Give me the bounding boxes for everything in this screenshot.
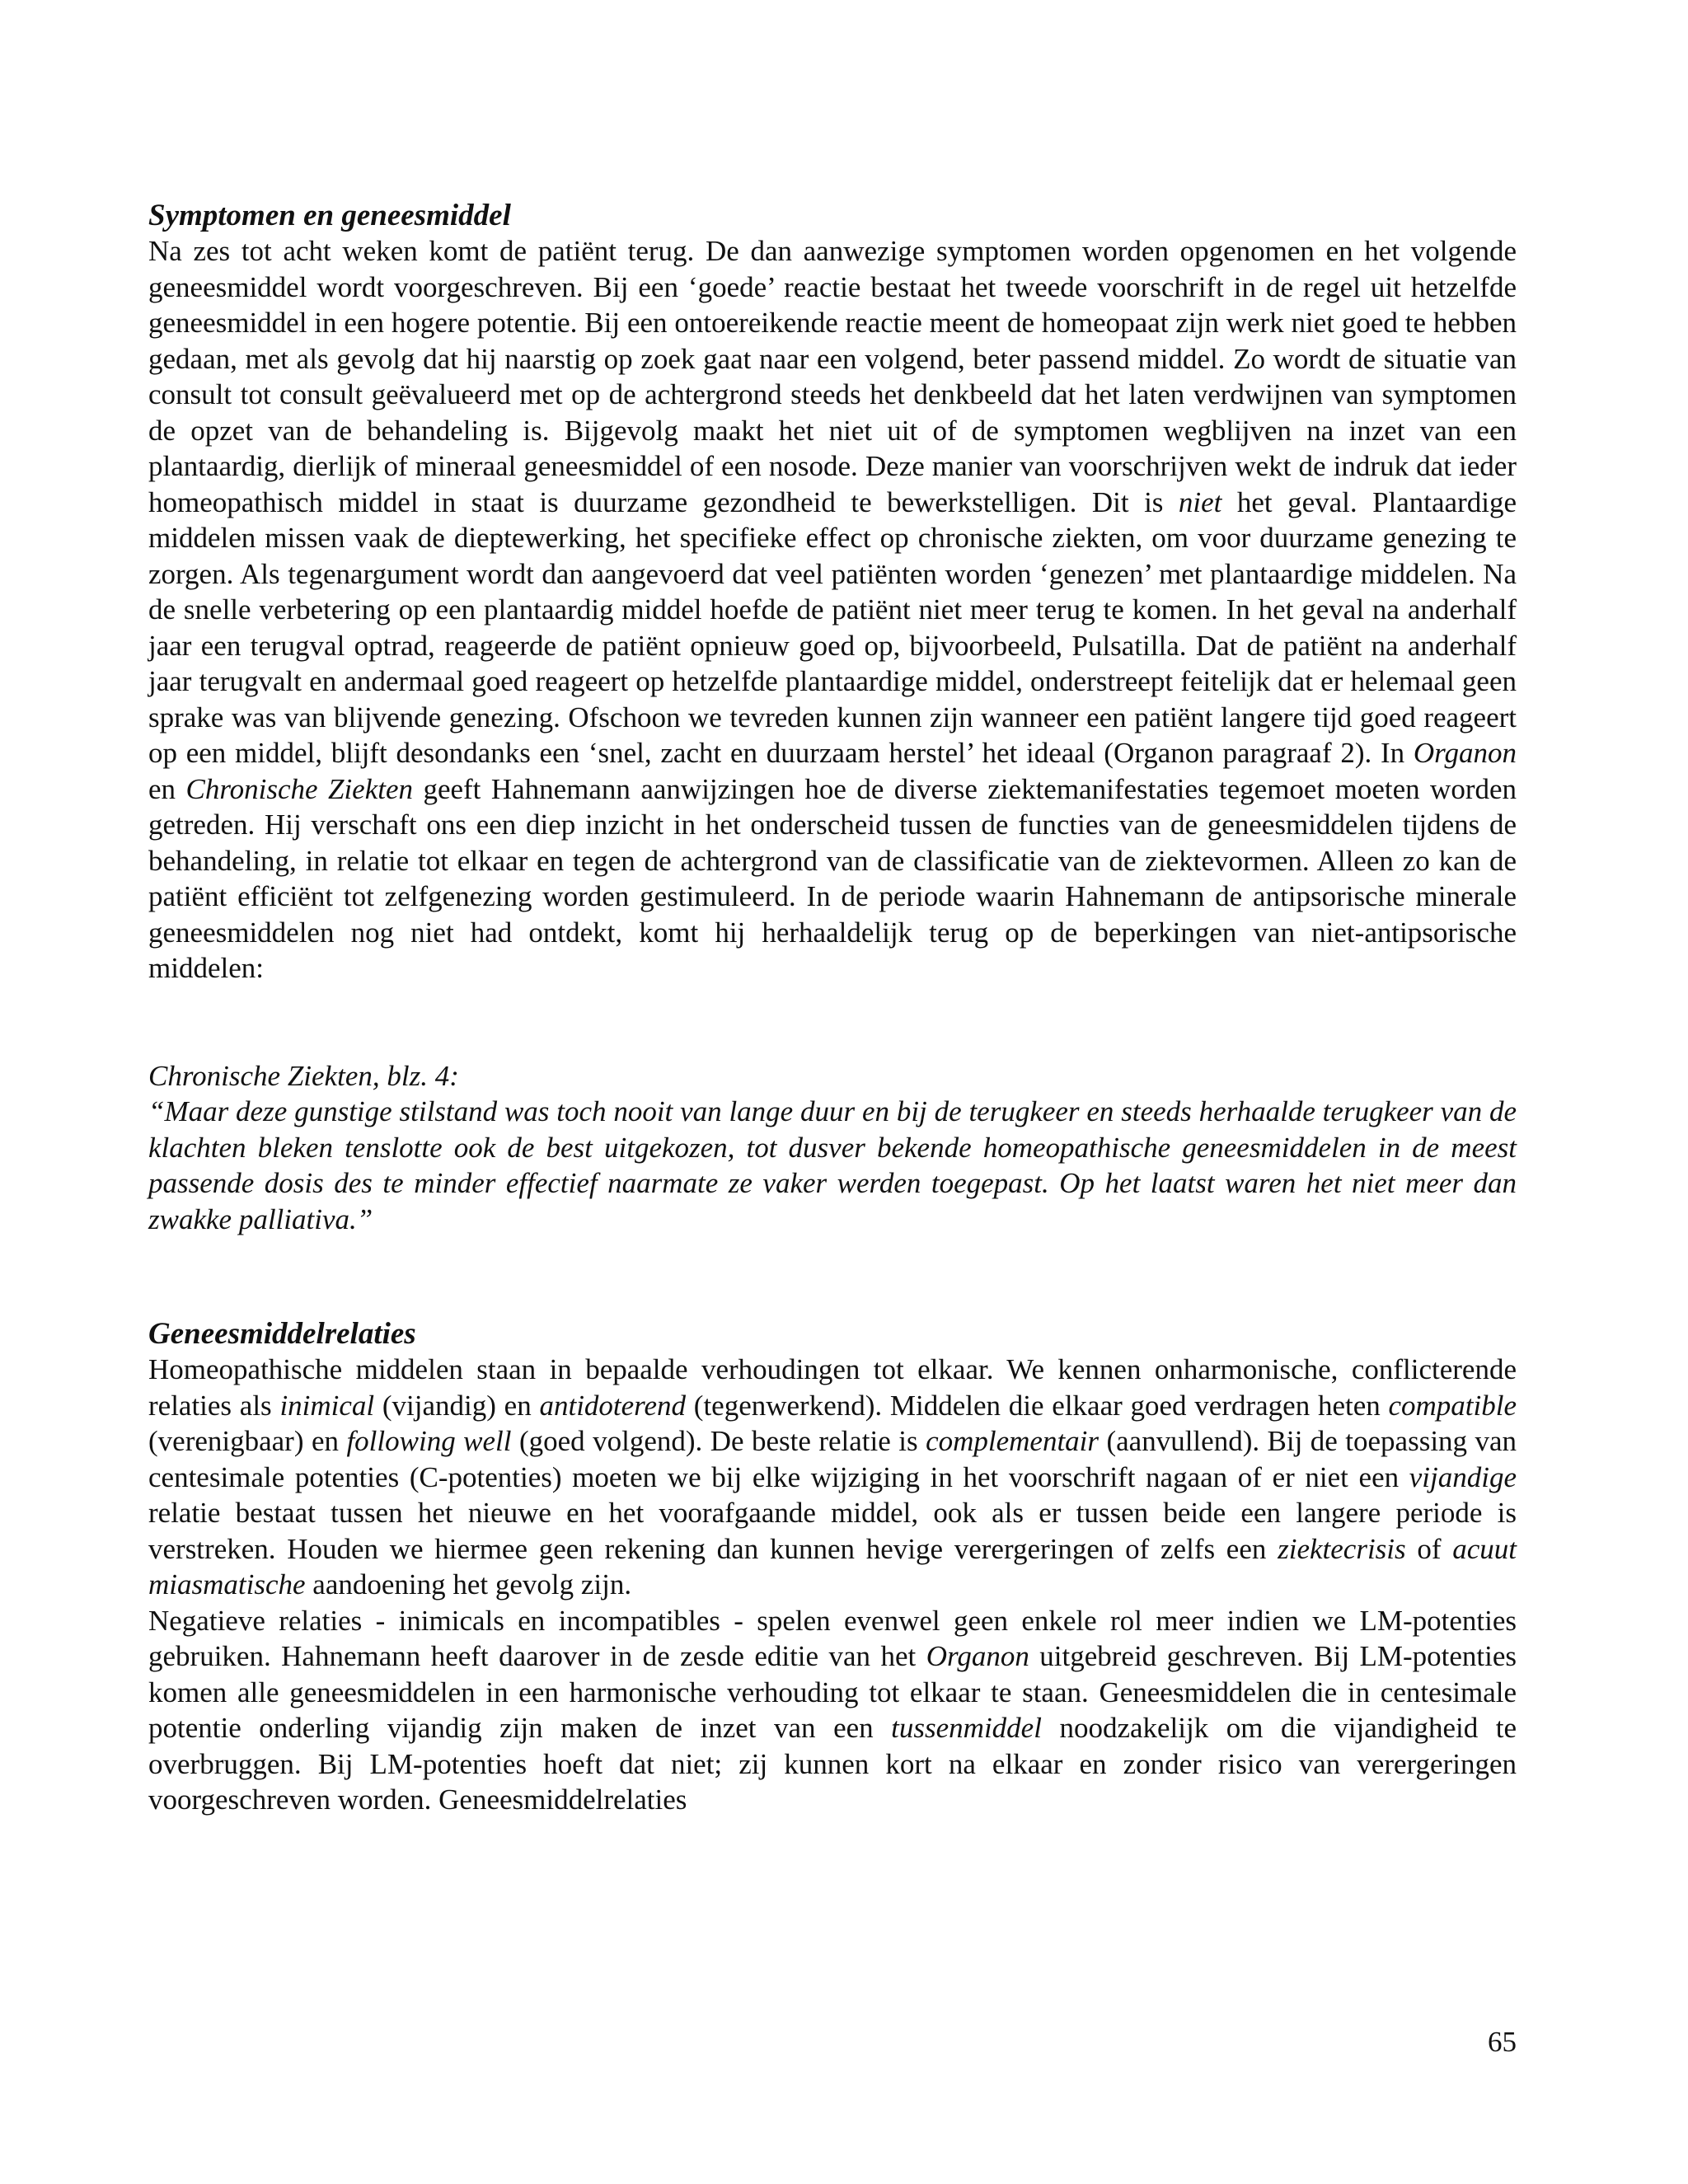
text-run: (goed volgend). De beste relatie is xyxy=(518,1425,918,1457)
text-run: (verenigbaar) en xyxy=(148,1425,339,1457)
emphasis-organon: Organon xyxy=(1413,737,1517,769)
text-run: uitgebreid geschreven. Bij LM-potenties komen alle geneesmiddelen in een harmonische verhouding tot elkaar te staan. Geneesmiddelen die in centesimale potentie onderling vijandig zijn maken de inzet van een xyxy=(148,1640,1517,1744)
text-run: Negatieve relaties - inimicals en incompatibles - spelen evenwel geen enkele rol meer indien we LM-potenties gebruiken. Hahnemann heeft daarover in de zesde editie van het xyxy=(148,1604,1517,1672)
text-run: (vijandig) en xyxy=(382,1389,532,1422)
emphasis-niet: niet xyxy=(1178,485,1222,518)
text-run: (tegenwerkend). Middelen die elkaar goed verdragen heten xyxy=(693,1389,1381,1422)
text-run: Homeopathische middelen staan in bepaalde verhoudingen tot elkaar. We kennen onharmonische, conflicterende relaties als xyxy=(148,1353,1517,1422)
section-heading-geneesmiddelrelaties: Geneesmiddelrelaties xyxy=(148,1317,416,1351)
emphasis-inimical: inimical xyxy=(279,1389,375,1422)
text-run: en xyxy=(148,772,176,805)
quote-source: Chronische Ziekten, blz. 4: xyxy=(148,1059,459,1092)
emphasis-compatible: compatible xyxy=(1388,1389,1517,1422)
text-run: het geval. Plantaardige middelen missen vaak de dieptewerking, het specifieke effect op chronische ziekten, om voor duurzame genezing te zorgen. Als tegenargument wordt dan aangevoerd dat veel patiënten worden ‘genezen’ met plantaardige middelen. Na de snelle verbetering op een plantaardig middel hoefde de patiënt niet meer terug te komen. In het geval na anderhalf jaar een terugval optrad, reageerde de patiënt opnieuw goed op, bijvoorbeeld, Pulsatilla. Dat de patiënt na anderhalf jaar terugvalt en andermaal goed reageert op hetzelfde plantaardige middel, onderstreept feitelijk dat er helemaal geen sprake was van blijvende genezing. Ofschoon we tevreden kunnen zijn wanneer een patiënt langere tijd goed reageert op een middel, blijft desondanks een ‘snel, zacht en duurzaam herstel’ het ideaal (Organon paragraaf 2). In xyxy=(148,485,1517,769)
page-number: 65 xyxy=(1488,2026,1517,2058)
text-run: aandoening het gevolg zijn. xyxy=(312,1568,632,1601)
emphasis-antidoterend: antidoterend xyxy=(539,1389,687,1422)
emphasis-acuut-miasmatische: acuut miasmatische xyxy=(148,1532,1517,1601)
emphasis-vijandige: vijandige xyxy=(1409,1460,1517,1493)
section-geneesmiddelrelaties xyxy=(148,1316,1517,1818)
quote-block xyxy=(148,1058,1517,1238)
text-run: geeft Hahnemann aanwijzingen hoe de diverse ziektemanifestaties tegemoet moeten worden getreden. Hij verschaft ons een diep inzicht in het onderscheid tussen de functies van de geneesmiddelen tijdens de behandeling, in relatie tot elkaar en tegen de achtergrond van de classificatie van de ziektevormen. Alleen zo kan de patiënt efficiënt tot zelfgenezing worden gestimuleerd. In de periode waarin Hahnemann de antipsorische minerale geneesmiddelen nog niet had ontdekt, komt hij herhaaldelijk terug op de beperkingen van niet-antipsorische middelen: xyxy=(148,772,1517,984)
quote-text: “Maar deze gunstige stilstand was toch nooit van lange duur en bij de terugkeer en steeds herhaalde terugkeer van de klachten bleken tenslotte ook de best uitgekozen, tot dusver bekende homeopathische geneesmiddelen in de meest passende dosis des te minder effectief naarmate ze vaker werden toegepast. Op het laatst waren het niet meer dan zwakke palliativa.” xyxy=(148,1095,1517,1235)
text-run: noodzakelijk om die vijandigheid te overbruggen. Bij LM-potenties hoeft dat niet; zij kunnen kort na elkaar en zonder risico van verergeringen voorgeschreven worden. Geneesmiddelrelaties xyxy=(148,1712,1517,1816)
emphasis-tussenmiddel: tussenmiddel xyxy=(891,1712,1042,1744)
paragraph-relaties-1 xyxy=(148,1352,1517,1603)
page-content xyxy=(148,198,1517,1818)
text-run: Na zes tot acht weken komt de patiënt terug. De dan aanwezige symptomen worden opgenomen en het volgende geneesmiddel wordt voorgeschreven. Bij een ‘goede’ reactie bestaat het tweede voorschrift in de regel uit hetzelfde geneesmiddel in een hogere potentie. Bij een ontoereikende reactie meent de homeopaat zijn werk niet goed te hebben gedaan, met als gevolg dat hij naarstig op zoek gaat naar een volgend, beter passend middel. Zo wordt de situatie van consult tot consult geëvalueerd met op de achtergrond steeds het denkbeeld dat het laten verdwijnen van symptomen de opzet van de behandeling is. Bijgevolg maakt het niet uit of de symptomen wegblijven na inzet van een plantaardig, dierlijk of mineraal geneesmiddel of een nosode. Deze manier van voorschrijven wekt de indruk dat ieder homeopathisch middel in staat is duurzame gezondheid te bewerkstelligen. Dit is xyxy=(148,235,1517,518)
paragraph-symptomen xyxy=(148,233,1517,987)
emphasis-ziektecrisis: ziektecrisis xyxy=(1278,1532,1406,1565)
emphasis-chronische-ziekten: Chronische Ziekten xyxy=(185,772,414,805)
emphasis-following-well: following well xyxy=(346,1425,512,1457)
text-run: (aanvullend). Bij de toepassing van centesimale potenties (C-potenties) moeten we bij elke wijziging in het voorschrift nagaan of er niet een xyxy=(148,1425,1517,1493)
paragraph-relaties-2 xyxy=(148,1603,1517,1818)
section-heading-symptomen: Symptomen en geneesmiddel xyxy=(148,199,511,232)
text-run: of xyxy=(1417,1532,1442,1565)
emphasis-complementair: complementair xyxy=(926,1425,1100,1457)
text-run: relatie bestaat tussen het nieuwe en het voorafgaande middel, ook als er tussen beide een langere periode is verstreken. Houden we hiermee geen rekening dan kunnen hevige verergeringen of zelfs een xyxy=(148,1497,1517,1565)
emphasis-organon: Organon xyxy=(926,1640,1029,1672)
